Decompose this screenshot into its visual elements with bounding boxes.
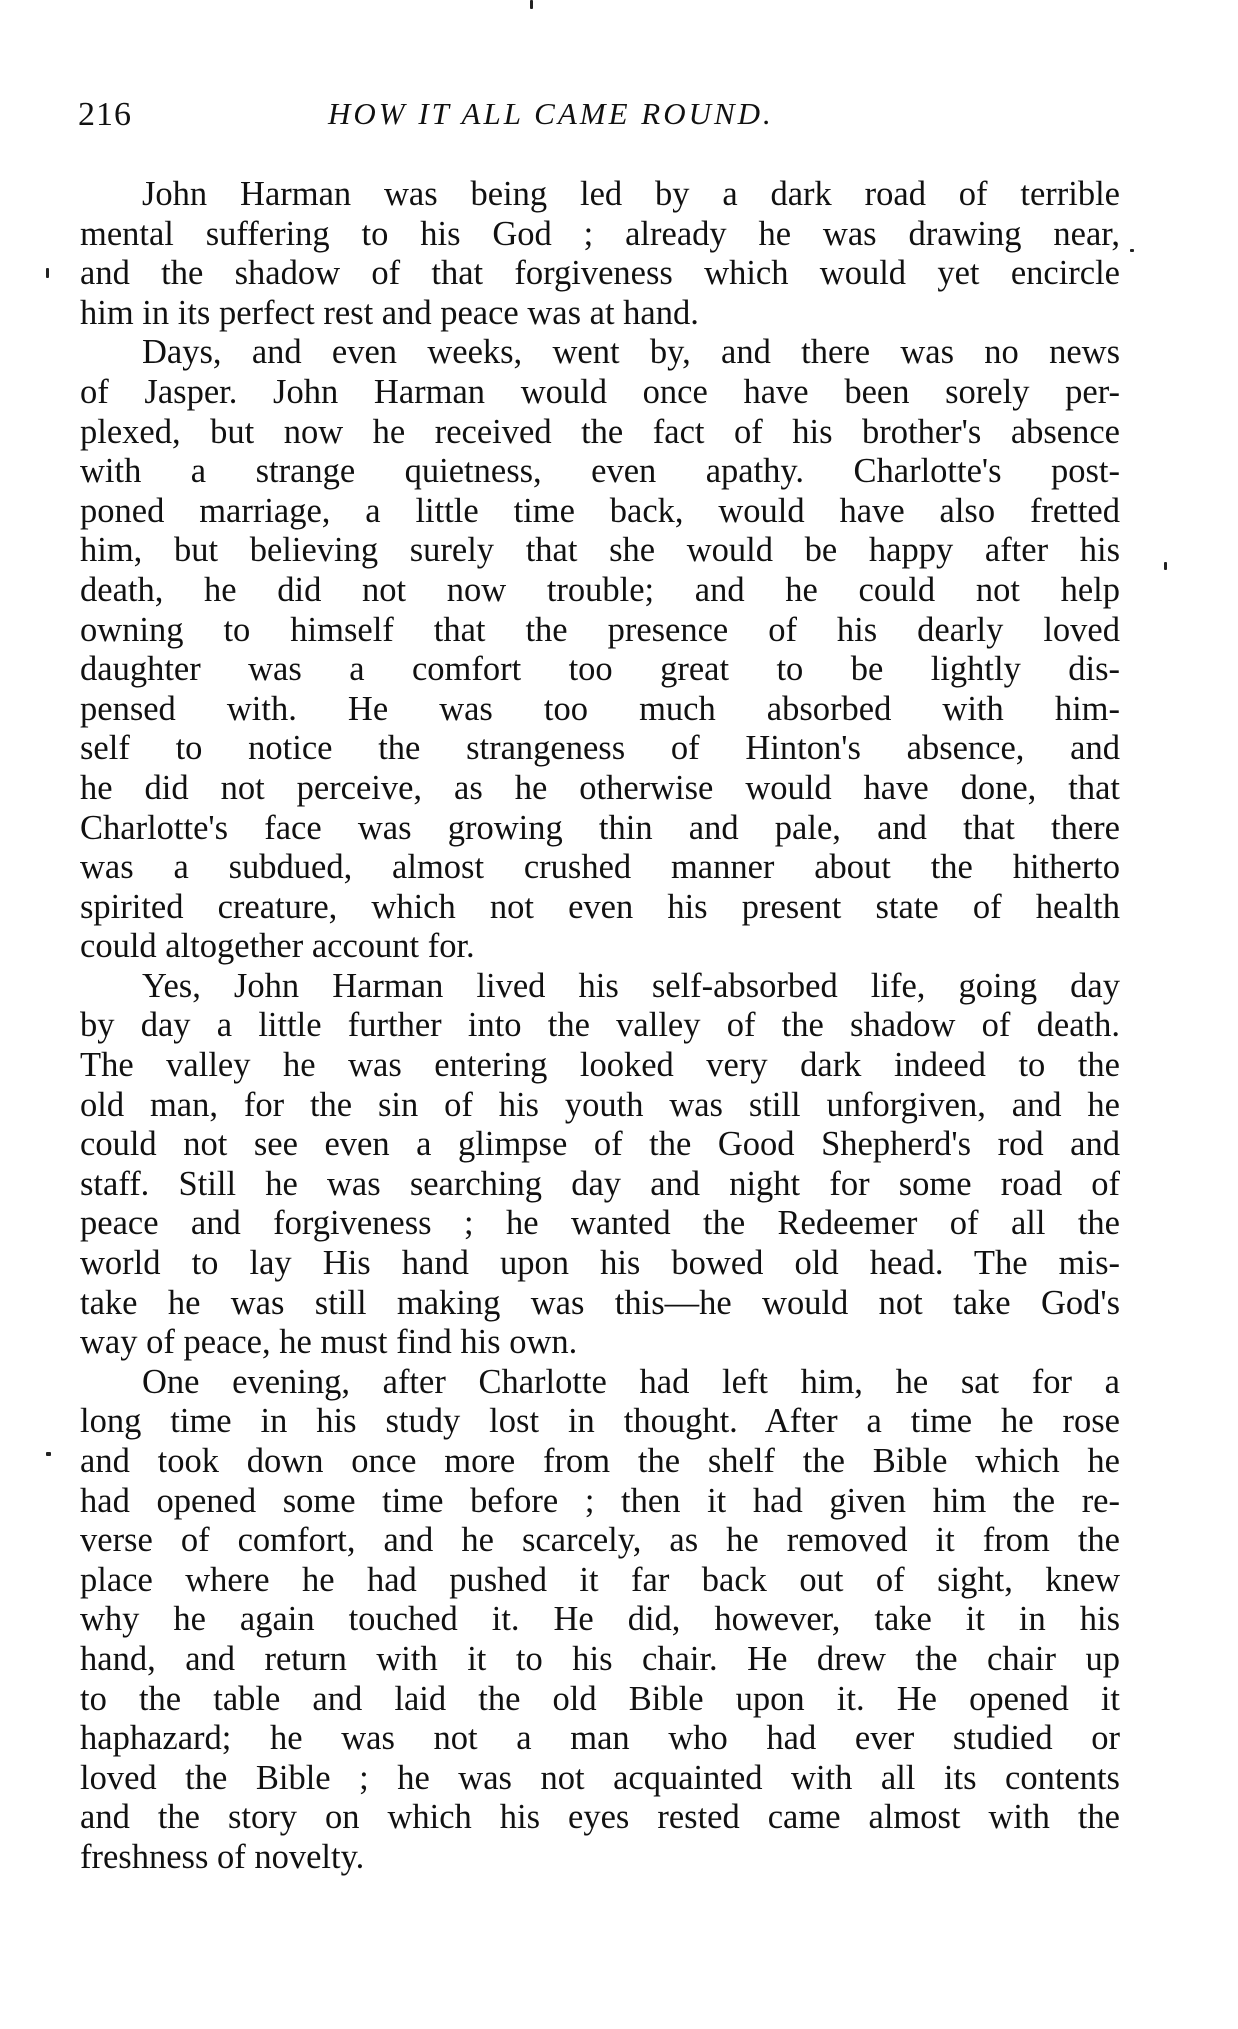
text-line: hand, and return with it to his chair. He drew the chair up (80, 1639, 1120, 1678)
text-line: of Jasper. John Harman would once have been sorely per- (80, 372, 1120, 411)
text-line: peace and forgiveness ; he wanted the Redeemer of all the (80, 1204, 1120, 1243)
paragraph (80, 967, 1120, 1363)
text-line: freshness of novelty. (80, 1837, 365, 1876)
text-line: and took down once more from the shelf the Bible which he (80, 1442, 1120, 1480)
running-title: HOW IT ALL CAME ROUND. (328, 96, 774, 131)
text-line: plexed, but now he received the fact of his brother's absence (80, 412, 1120, 451)
text-line: mental suffering to his God ; already he was drawing near, (80, 214, 1120, 253)
text-line: to the table and laid the old Bible upon it. He opened it (80, 1679, 1120, 1718)
text-line: death, he did not now trouble; and he could not help (80, 570, 1120, 609)
text-line: haphazard; he was not a man who had ever studied or (80, 1719, 1120, 1758)
text-line: verse of comfort, and he scarcely, as he removed it from the (80, 1521, 1120, 1560)
text-line: Yes, John Harman lived his self-absorbed life, going day (142, 966, 1120, 1005)
margin-mark (1130, 249, 1134, 252)
text-line: him, but believing surely that she would be happy after his (80, 531, 1120, 570)
page-number: 216 (78, 96, 132, 133)
margin-mark (1164, 562, 1167, 570)
text-line: loved the Bible ; he was not acquainted with all its contents (80, 1758, 1120, 1797)
text-line: pensed with. He was too much absorbed with him- (80, 689, 1120, 728)
text-line: way of peace, he must find his own. (80, 1323, 578, 1362)
page-header (78, 96, 1120, 136)
text-line: and the story on which his eyes rested came almost with the (80, 1798, 1120, 1837)
text-line: world to lay His hand upon his bowed old head. The mis- (80, 1244, 1120, 1283)
text-line: owning to himself that the presence of his dearly loved (80, 610, 1120, 649)
margin-mark (46, 1452, 51, 1456)
text-line: he did not perceive, as he otherwise would have done, that (80, 768, 1120, 807)
text-line: could not see even a glimpse of the Good Shepherd's rod and (80, 1125, 1120, 1164)
text-line: spirited creature, which not even his present state of health (80, 887, 1120, 926)
paragraph (80, 175, 1120, 333)
text-line: place where he had pushed it far back out of sight, knew (80, 1560, 1120, 1599)
text-line: was a subdued, almost crushed manner about the hitherto (80, 848, 1120, 887)
text-line: long time in his study lost in thought. After a time he rose (80, 1402, 1120, 1441)
margin-mark (530, 0, 533, 9)
body-text (80, 175, 1120, 1878)
text-line: poned marriage, a little time back, would have also fretted (80, 491, 1120, 530)
text-line: self to notice the strangeness of Hinton's absence, and (80, 729, 1120, 768)
paragraph (80, 1363, 1120, 1878)
text-line: by day a little further into the valley of the shadow of death. (80, 1006, 1120, 1045)
text-line: him in its perfect rest and peace was at hand. (80, 293, 699, 332)
text-line: Days, and even weeks, went by, and there was no news (142, 333, 1120, 372)
text-line: daughter was a comfort too great to be lightly dis- (80, 650, 1120, 689)
text-line: could altogether account for. (80, 927, 475, 966)
text-line: take he was still making was this—he would not take God's (80, 1283, 1120, 1322)
text-line: old man, for the sin of his youth was still unforgiven, and he (80, 1085, 1120, 1124)
text-line: and the shadow of that forgiveness which would yet encircle (80, 254, 1120, 293)
text-line: The valley he was entering looked very dark indeed to the (80, 1046, 1120, 1085)
text-line: Charlotte's face was growing thin and pale, and that there (80, 808, 1120, 847)
text-line: staff. Still he was searching day and night for some road of (80, 1164, 1120, 1203)
text-line: with a strange quietness, even apathy. Charlotte's post- (80, 452, 1120, 491)
paragraph (80, 333, 1120, 967)
text-line: why he again touched it. He did, however, take it in his (80, 1600, 1120, 1639)
text-line: had opened some time before ; then it had given him the re- (80, 1481, 1120, 1520)
text-line: One evening, after Charlotte had left him, he sat for a (142, 1362, 1120, 1401)
text-line: John Harman was being led by a dark road of terrible (142, 175, 1120, 213)
margin-mark (46, 268, 49, 278)
